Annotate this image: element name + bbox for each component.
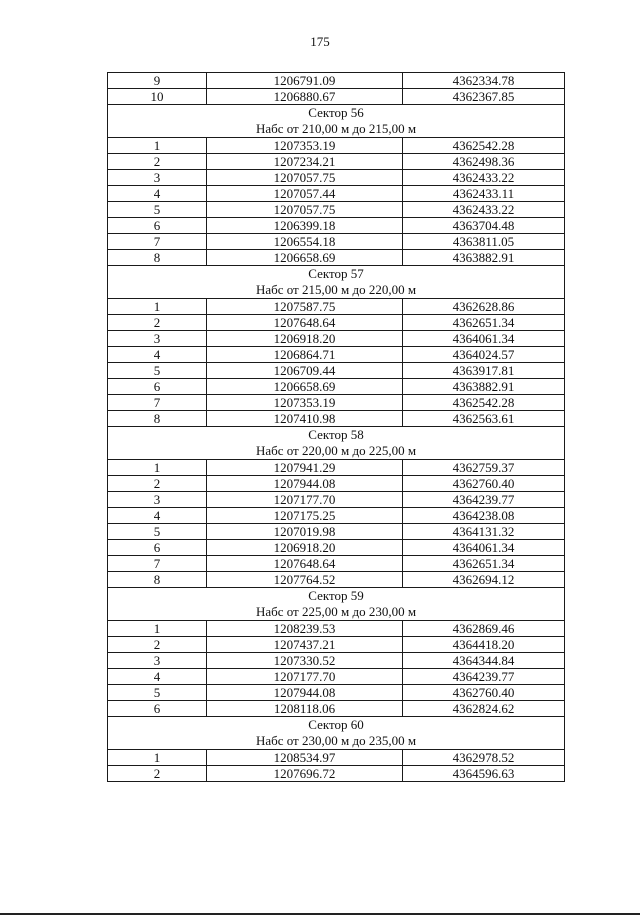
- sector-elevation-range: Набс от 220,00 м до 225,00 м: [108, 443, 565, 460]
- coord-x: 1206880.67: [207, 89, 403, 105]
- coord-x: 1207177.70: [207, 492, 403, 508]
- point-number: 10: [108, 89, 207, 105]
- table-row: [108, 572, 565, 588]
- coord-y: 4362651.34: [403, 556, 565, 572]
- coord-x: 1206399.18: [207, 218, 403, 234]
- coord-x: 1207019.98: [207, 524, 403, 540]
- coordinates-table-body: [108, 73, 565, 782]
- coord-x: 1207764.52: [207, 572, 403, 588]
- table-row: [108, 524, 565, 540]
- coord-y: 4362760.40: [403, 685, 565, 701]
- point-number: 8: [108, 572, 207, 588]
- point-number: 4: [108, 508, 207, 524]
- table-row: [108, 701, 565, 717]
- coord-x: 1206918.20: [207, 540, 403, 556]
- point-number: 5: [108, 685, 207, 701]
- table-row: [108, 170, 565, 186]
- table-row: [108, 315, 565, 331]
- coord-y: 4363917.81: [403, 363, 565, 379]
- sector-elevation-range: Набс от 210,00 м до 215,00 м: [108, 121, 565, 138]
- sector-title-row: [108, 717, 565, 734]
- point-number: 4: [108, 347, 207, 363]
- point-number: 3: [108, 492, 207, 508]
- point-number: 9: [108, 73, 207, 89]
- coord-x: 1207648.64: [207, 315, 403, 331]
- table-row: [108, 637, 565, 653]
- sector-title-row: [108, 588, 565, 605]
- sector-range-row: [108, 604, 565, 621]
- coord-x: 1207410.98: [207, 411, 403, 427]
- coord-y: 4364344.84: [403, 653, 565, 669]
- coord-x: 1206918.20: [207, 331, 403, 347]
- coord-y: 4362433.22: [403, 170, 565, 186]
- table-row: [108, 621, 565, 637]
- table-row: [108, 492, 565, 508]
- point-number: 1: [108, 750, 207, 766]
- point-number: 7: [108, 234, 207, 250]
- point-number: 6: [108, 540, 207, 556]
- coord-y: 4362563.61: [403, 411, 565, 427]
- table-row: [108, 234, 565, 250]
- coord-y: 4362628.86: [403, 299, 565, 315]
- coord-x: 1207353.19: [207, 395, 403, 411]
- table-row: [108, 250, 565, 266]
- table-row: [108, 347, 565, 363]
- point-number: 1: [108, 138, 207, 154]
- sector-title: Сектор 58: [108, 427, 565, 444]
- coord-x: 1207057.44: [207, 186, 403, 202]
- point-number: 2: [108, 154, 207, 170]
- sector-title: Сектор 57: [108, 266, 565, 283]
- coord-x: 1206709.44: [207, 363, 403, 379]
- coord-x: 1207648.64: [207, 556, 403, 572]
- coord-y: 4364596.63: [403, 766, 565, 782]
- point-number: 7: [108, 395, 207, 411]
- sector-title-row: [108, 266, 565, 283]
- coord-y: 4362542.28: [403, 138, 565, 154]
- point-number: 8: [108, 250, 207, 266]
- coord-x: 1207234.21: [207, 154, 403, 170]
- sector-range-row: [108, 121, 565, 138]
- coord-y: 4364131.32: [403, 524, 565, 540]
- coord-y: 4362760.40: [403, 476, 565, 492]
- table-row: [108, 202, 565, 218]
- coord-y: 4364238.08: [403, 508, 565, 524]
- point-number: 5: [108, 202, 207, 218]
- point-number: 2: [108, 315, 207, 331]
- point-number: 3: [108, 170, 207, 186]
- coord-y: 4362433.22: [403, 202, 565, 218]
- coord-x: 1207696.72: [207, 766, 403, 782]
- coord-y: 4363704.48: [403, 218, 565, 234]
- coord-x: 1207587.75: [207, 299, 403, 315]
- table-row: [108, 73, 565, 89]
- sector-title-row: [108, 427, 565, 444]
- coord-y: 4364061.34: [403, 540, 565, 556]
- sector-title: Сектор 59: [108, 588, 565, 605]
- coord-x: 1208239.53: [207, 621, 403, 637]
- table-row: [108, 556, 565, 572]
- table-row: [108, 186, 565, 202]
- point-number: 2: [108, 637, 207, 653]
- point-number: 6: [108, 701, 207, 717]
- coord-x: 1207177.70: [207, 669, 403, 685]
- table-row: [108, 331, 565, 347]
- coord-y: 4362824.62: [403, 701, 565, 717]
- table-row: [108, 379, 565, 395]
- point-number: 3: [108, 331, 207, 347]
- coord-y: 4364418.20: [403, 637, 565, 653]
- sector-range-row: [108, 282, 565, 299]
- coord-y: 4364239.77: [403, 492, 565, 508]
- coord-y: 4364061.34: [403, 331, 565, 347]
- coord-y: 4363882.91: [403, 250, 565, 266]
- coord-y: 4362651.34: [403, 315, 565, 331]
- point-number: 8: [108, 411, 207, 427]
- point-number: 4: [108, 669, 207, 685]
- coord-x: 1208534.97: [207, 750, 403, 766]
- point-number: 4: [108, 186, 207, 202]
- sector-elevation-range: Набс от 215,00 м до 220,00 м: [108, 282, 565, 299]
- coord-x: 1207941.29: [207, 460, 403, 476]
- point-number: 1: [108, 460, 207, 476]
- coord-x: 1207437.21: [207, 637, 403, 653]
- coord-y: 4362869.46: [403, 621, 565, 637]
- sector-title-row: [108, 105, 565, 122]
- table-row: [108, 138, 565, 154]
- table-row: [108, 411, 565, 427]
- coord-y: 4362334.78: [403, 73, 565, 89]
- coord-y: 4362978.52: [403, 750, 565, 766]
- table-row: [108, 766, 565, 782]
- sector-title: Сектор 60: [108, 717, 565, 734]
- coord-y: 4362694.12: [403, 572, 565, 588]
- coord-x: 1206658.69: [207, 379, 403, 395]
- coord-x: 1206864.71: [207, 347, 403, 363]
- table-row: [108, 218, 565, 234]
- coord-y: 4363811.05: [403, 234, 565, 250]
- table-row: [108, 669, 565, 685]
- coordinates-table: [107, 72, 565, 782]
- sector-elevation-range: Набс от 225,00 м до 230,00 м: [108, 604, 565, 621]
- sector-range-row: [108, 733, 565, 750]
- coord-x: 1206554.18: [207, 234, 403, 250]
- sector-elevation-range: Набс от 230,00 м до 235,00 м: [108, 733, 565, 750]
- point-number: 2: [108, 766, 207, 782]
- point-number: 6: [108, 218, 207, 234]
- coord-x: 1207330.52: [207, 653, 403, 669]
- coord-x: 1207057.75: [207, 202, 403, 218]
- point-number: 1: [108, 621, 207, 637]
- coord-y: 4362542.28: [403, 395, 565, 411]
- coord-y: 4362367.85: [403, 89, 565, 105]
- coord-x: 1207175.25: [207, 508, 403, 524]
- table-row: [108, 363, 565, 379]
- table-row: [108, 154, 565, 170]
- table-row: [108, 460, 565, 476]
- coord-y: 4362498.36: [403, 154, 565, 170]
- coord-y: 4363882.91: [403, 379, 565, 395]
- sector-range-row: [108, 443, 565, 460]
- table-row: [108, 395, 565, 411]
- table-row: [108, 508, 565, 524]
- coord-x: 1207944.08: [207, 685, 403, 701]
- table-row: [108, 476, 565, 492]
- sector-title: Сектор 56: [108, 105, 565, 122]
- coord-y: 4364239.77: [403, 669, 565, 685]
- point-number: 7: [108, 556, 207, 572]
- point-number: 5: [108, 524, 207, 540]
- coord-x: 1207057.75: [207, 170, 403, 186]
- table-row: [108, 750, 565, 766]
- table-row: [108, 89, 565, 105]
- table-row: [108, 540, 565, 556]
- coord-x: 1207944.08: [207, 476, 403, 492]
- coord-x: 1206791.09: [207, 73, 403, 89]
- coord-x: 1208118.06: [207, 701, 403, 717]
- coord-x: 1206658.69: [207, 250, 403, 266]
- point-number: 3: [108, 653, 207, 669]
- table-row: [108, 299, 565, 315]
- coord-x: 1207353.19: [207, 138, 403, 154]
- coord-y: 4362759.37: [403, 460, 565, 476]
- point-number: 1: [108, 299, 207, 315]
- point-number: 2: [108, 476, 207, 492]
- table-row: [108, 653, 565, 669]
- page-number: 175: [310, 34, 330, 49]
- coord-y: 4364024.57: [403, 347, 565, 363]
- point-number: 5: [108, 363, 207, 379]
- point-number: 6: [108, 379, 207, 395]
- coord-y: 4362433.11: [403, 186, 565, 202]
- table-row: [108, 685, 565, 701]
